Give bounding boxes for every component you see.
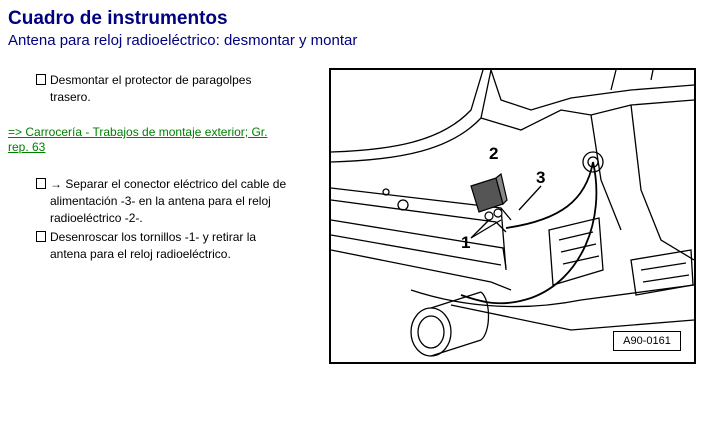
page-title: Cuadro de instrumentos <box>8 8 228 29</box>
technical-illustration <box>329 68 696 364</box>
figure-code: A90-0161 <box>613 331 681 351</box>
step-text-line: antena para el reloj radioeléctrico. <box>50 247 231 261</box>
checkbox-icon <box>36 178 46 189</box>
callout-2: 2 <box>489 144 499 163</box>
link-text-line[interactable]: rep. 63 <box>8 140 46 154</box>
step-text-line: trasero. <box>50 90 91 104</box>
step-text-line: Desmontar el protector de paragolpes <box>50 73 252 87</box>
step-disconnect-connector <box>36 176 286 227</box>
page-subtitle: Antena para reloj radioeléctrico: desmontar y montar <box>8 32 358 49</box>
step-text-line: alimentación -3- en la antena para el reloj <box>50 194 271 208</box>
link-text-line[interactable]: => Carrocería - Trabajos de montaje exterior; Gr. <box>8 125 268 139</box>
step-unscrew-remove-antenna <box>36 229 256 263</box>
arrow-icon: → <box>50 177 62 191</box>
step-text-line: Desenroscar los tornillos -1- y retirar la <box>50 230 257 244</box>
checkbox-icon <box>36 231 46 242</box>
callout-3: 3 <box>536 168 546 187</box>
step-text-line: radioeléctrico -2-. <box>50 211 143 225</box>
checkbox-icon <box>36 74 46 85</box>
step-text-line: Separar el conector eléctrico del cable de <box>65 177 287 191</box>
step-remove-bumper <box>36 72 251 106</box>
cross-reference-link[interactable] <box>8 125 308 155</box>
callout-1: 1 <box>461 233 471 252</box>
rear-bumper-antenna-drawing <box>331 70 694 362</box>
